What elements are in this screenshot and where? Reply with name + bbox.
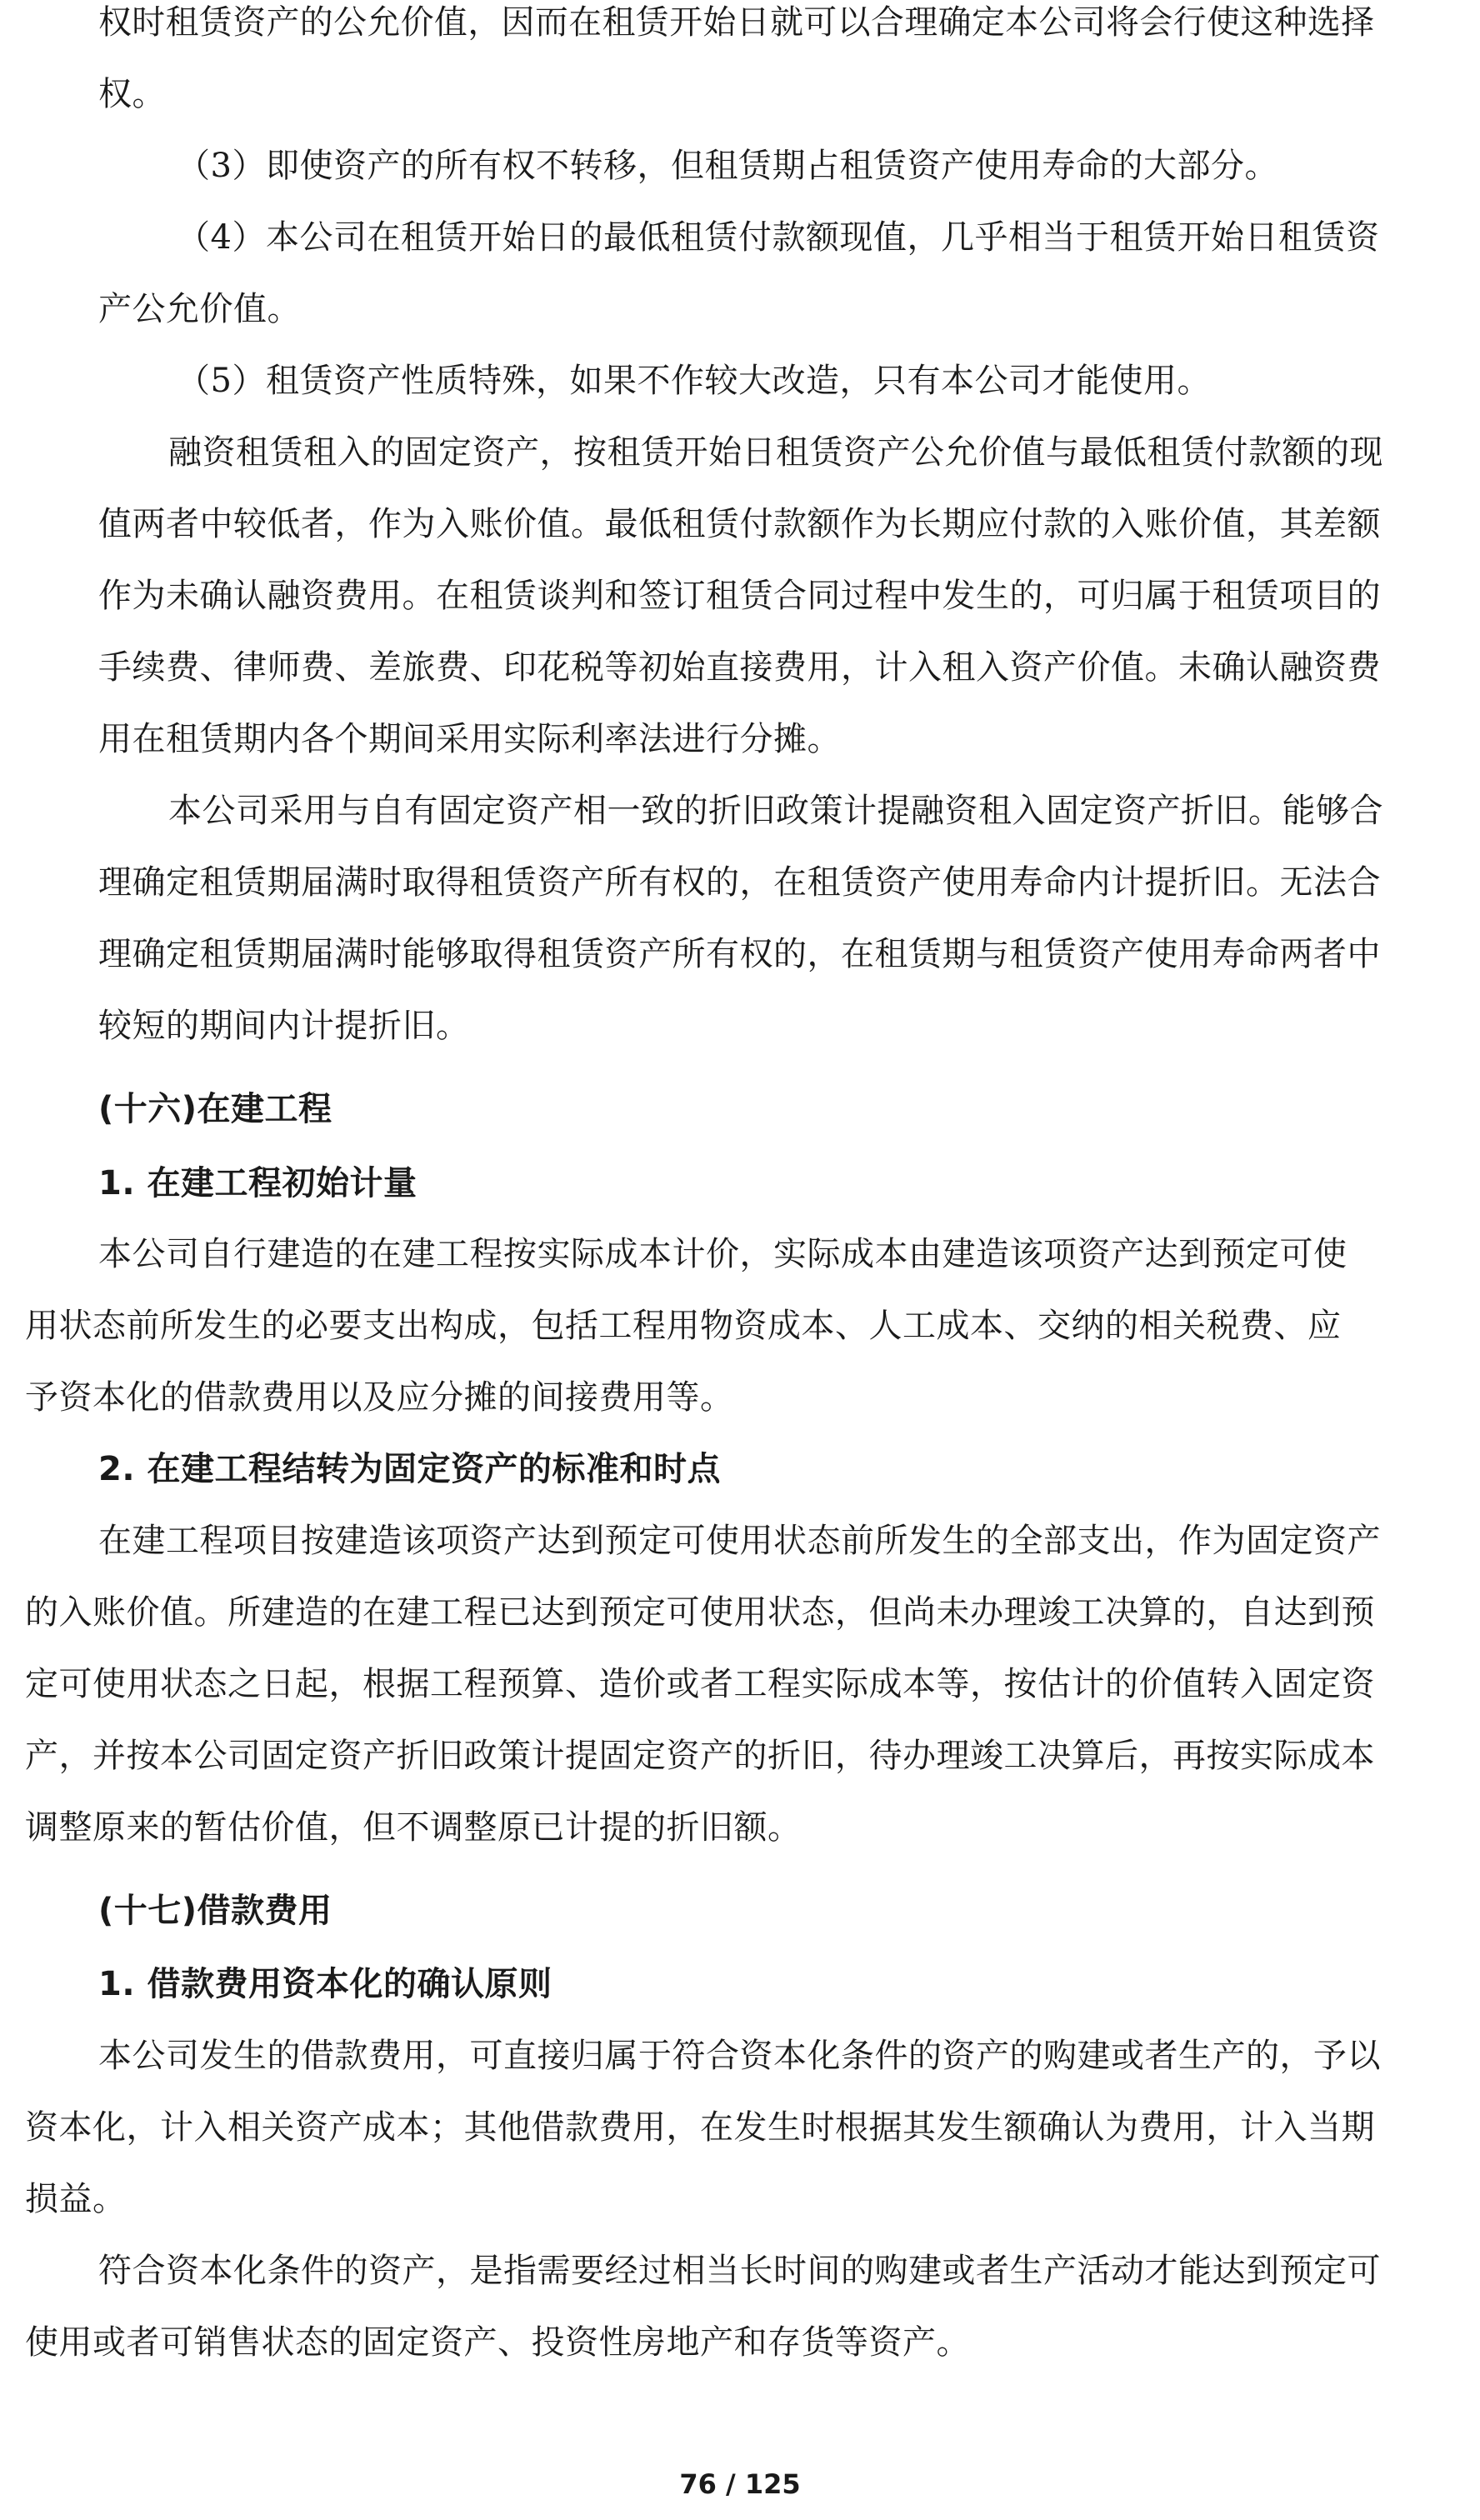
subsection-heading: 1. 在建工程初始计量 xyxy=(98,1164,418,1202)
list-item: （4）本公司在租赁开始日的最低租赁付款额现值，几乎相当于租赁开始日租赁资 xyxy=(177,218,1380,257)
section-heading: (十七)借款费用 xyxy=(98,1892,332,1930)
subsection-heading: 2. 在建工程结转为固定资产的标准和时点 xyxy=(98,1450,721,1488)
paragraph-line: 较短的期间内计提折旧。 xyxy=(98,1007,470,1045)
page-number: 76 / 125 xyxy=(679,2468,801,2500)
paragraph-line: 损益。 xyxy=(25,2180,127,2218)
section-heading: (十六)在建工程 xyxy=(98,1090,332,1128)
paragraph-line: 用在租赁期内各个期间采用实际利率法进行分摊。 xyxy=(98,720,841,758)
paragraph-line: 产，并按本公司固定资产折旧政策计提固定资产的折旧，待办理竣工决算后，再按实际成本 xyxy=(25,1737,1375,1775)
paragraph-line: 值两者中较低者，作为入账价值。最低租赁付款额作为长期应付款的入账价值，其差额 xyxy=(98,505,1381,543)
list-item: （5）租赁资产性质特殊，如果不作较大改造，只有本公司才能使用。 xyxy=(177,362,1211,400)
paragraph-line: 定可使用状态之日起，根据工程预算、造价或者工程实际成本等，按估计的价值转入固定资 xyxy=(25,1665,1375,1703)
paragraph-line: 调整原来的暂估价值，但不调整原已计提的折旧额。 xyxy=(25,1808,802,1847)
paragraph-line: 资本化，计入相关资产成本；其他借款费用，在发生时根据其发生额确认为费用，计入当期 xyxy=(25,2108,1375,2147)
paragraph-line: 手续费、律师费、差旅费、印花税等初始直接费用，计入租入资产价值。未确认融资费 xyxy=(98,648,1381,687)
paragraph-line: 本公司发生的借款费用，可直接归属于符合资本化条件的资产的购建或者生产的，予以 xyxy=(98,2037,1381,2075)
subsection-heading: 1. 借款费用资本化的确认原则 xyxy=(98,1965,552,2003)
paragraph-line: 在建工程项目按建造该项资产达到预定可使用状态前所发生的全部支出，作为固定资产 xyxy=(98,1522,1381,1560)
paragraph-line: 使用或者可销售状态的固定资产、投资性房地产和存货等资产。 xyxy=(25,2323,970,2362)
paragraph-line: 本公司自行建造的在建工程按实际成本计价，实际成本由建造该项资产达到预定可使 xyxy=(98,1235,1348,1273)
paragraph-line: 理确定租赁期届满时取得租赁资产所有权的，在租赁资产使用寿命内计提折旧。无法合 xyxy=(98,863,1381,902)
paragraph-line: 理确定租赁期届满时能够取得租赁资产所有权的，在租赁期与租赁资产使用寿命两者中 xyxy=(98,935,1381,973)
paragraph-line: 符合资本化条件的资产，是指需要经过相当长时间的购建或者生产活动才能达到预定可 xyxy=(98,2252,1381,2290)
paragraph-line: 权。 xyxy=(98,75,166,113)
list-item: （3）即使资产的所有权不转移，但租赁期占租赁资产使用寿命的大部分。 xyxy=(177,147,1278,185)
paragraph-line: 权时租赁资产的公允价值，因而在租赁开始日就可以合理确定本公司将会行使这种选择 xyxy=(98,3,1375,42)
paragraph-line: 产公允价值。 xyxy=(98,290,301,328)
paragraph-line: 予资本化的借款费用以及应分摊的间接费用等。 xyxy=(25,1378,734,1417)
paragraph-line: 本公司采用与自有固定资产相一致的折旧政策计提融资租入固定资产折旧。能够合 xyxy=(168,792,1383,830)
paragraph-line: 融资租赁租入的固定资产，按租赁开始日租赁资产公允价值与最低租赁付款额的现 xyxy=(168,433,1383,472)
paragraph-line: 的入账价值。所建造的在建工程已达到预定可使用状态，但尚未办理竣工决算的，自达到预 xyxy=(25,1593,1375,1632)
paragraph-line: 用状态前所发生的必要支出构成，包括工程用物资成本、人工成本、交纳的相关税费、应 xyxy=(25,1307,1342,1345)
paragraph-line: 作为未确认融资费用。在租赁谈判和签订租赁合同过程中发生的，可归属于租赁项目的 xyxy=(98,577,1381,615)
